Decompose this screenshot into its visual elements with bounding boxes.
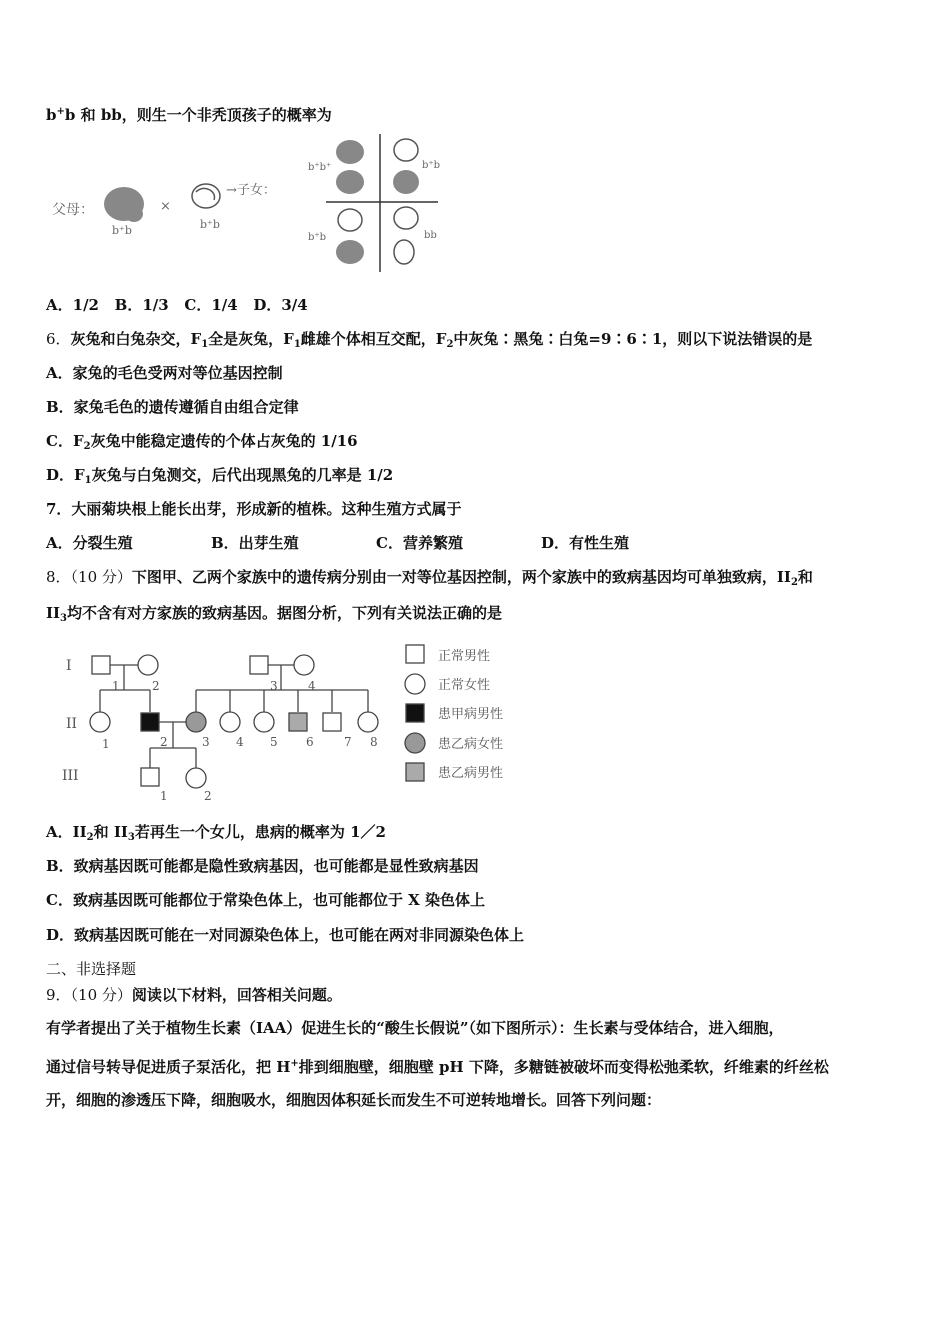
child-head-2-icon: [393, 139, 419, 194]
pedigree-III1-male: [141, 768, 159, 786]
num-II-7: 7: [344, 735, 352, 749]
q8-option-a[interactable]: A．$II_2$和 $II_3$若再生一个女儿，患病的概率为 1／2: [46, 823, 386, 843]
q8-option-b[interactable]: B．致病基因既可能都是隐性致病基因，也可能都是显性致病基因: [46, 857, 479, 875]
q7-option-a[interactable]: A．分裂生殖: [46, 534, 133, 552]
pedigree-I1-male: [92, 656, 110, 674]
num-II-8: 8: [370, 735, 378, 749]
cell-genotype-4: bb: [424, 230, 437, 241]
legend-affected-a-male: 患甲病男性: [438, 707, 504, 722]
num-I-4: 4: [308, 679, 316, 693]
pedigree-II7-male: [323, 713, 341, 731]
q6-option-c[interactable]: C．$F_2$灰兔中能稳定遗传的个体占灰兔的 1/16: [46, 432, 358, 452]
cross-symbol: ×: [160, 199, 171, 214]
num-II-1: 1: [102, 737, 110, 751]
father-head-icon: [104, 187, 144, 222]
cell-genotype-2: b⁺b: [422, 160, 441, 171]
q8-stem-line1: 8．（10 分）下图甲、乙两个家族中的遗传病分别由一对等位基因控制，两个家族中的致病基因均可单独致病，$II_2$和: [46, 568, 813, 588]
pedigree-II2-affected-male: [141, 713, 159, 731]
num-III-2: 2: [204, 789, 212, 803]
num-II-5: 5: [270, 735, 278, 749]
pedigree-II5-female: [254, 712, 274, 732]
legend-normal-female: 正常女性: [438, 678, 491, 693]
num-II-2: 2: [160, 735, 168, 749]
q5-option-b[interactable]: B．1/3: [114, 296, 169, 314]
pedigree-II6-affected-male: [289, 713, 307, 731]
legend-normal-female-symbol: [405, 674, 425, 694]
q8-option-d[interactable]: D．致病基因既可能在一对同源染色体上，也可能在两对非同源染色体上: [46, 926, 525, 944]
q5-option-a[interactable]: A．1/2: [46, 296, 99, 314]
cell-genotype-1: b⁺b⁺: [308, 162, 332, 173]
pedigree-II1-female: [90, 712, 110, 732]
q8-pedigree-chart: [46, 640, 546, 805]
q7-option-d[interactable]: D．有性生殖: [541, 534, 630, 552]
mother-head-icon: [192, 184, 220, 208]
num-II-3: 3: [202, 735, 210, 749]
pedigree-III2-female: [186, 768, 206, 788]
q8-option-c[interactable]: C．致病基因既可能都位于常染色体上，也可能都位于 X 染色体上: [46, 891, 486, 909]
num-II-6: 6: [306, 735, 314, 749]
q9-paragraph-line1: 有学者提出了关于植物生长素（IAA）促进生长的“酸生长假说”（如下图所示）：生长素与受体结合，进入细胞，: [46, 1019, 784, 1037]
gen-label-II: II: [66, 716, 78, 732]
q9-paragraph-line3: 开，细胞的渗透压下降，细胞吸水，细胞因体积延长而发生不可逆转地增长。回答下列问题：: [46, 1091, 662, 1109]
num-I-3: 3: [270, 679, 278, 693]
num-II-4: 4: [236, 735, 244, 749]
legend-affected-b-male: 患乙病男性: [438, 766, 504, 781]
q5-option-c[interactable]: C．1/4: [184, 296, 238, 314]
gen-label-I: I: [66, 658, 72, 674]
legend-normal-male: 正常男性: [438, 649, 491, 664]
q5-option-d[interactable]: D．3/4: [253, 296, 308, 314]
pedigree-II4-female: [220, 712, 240, 732]
num-I-1: 1: [112, 679, 120, 693]
legend-normal-male-symbol: [406, 645, 424, 663]
child-head-3-icon: [336, 209, 364, 264]
pedigree-I2-female: [138, 655, 158, 675]
section-2-title: 二、非选择题: [46, 960, 137, 978]
q9-stem: 9．（10 分）阅读以下材料，回答相关问题。: [46, 986, 342, 1004]
father-genotype: b⁺b: [112, 224, 132, 237]
legend-affected-b-female: 患乙病女性: [438, 737, 504, 752]
q7-option-b[interactable]: B．出芽生殖: [211, 534, 299, 552]
q6-option-b[interactable]: B．家兔毛色的遗传遵循自由组合定律: [46, 398, 299, 416]
pedigree-II3-affected-female: [186, 712, 206, 732]
q6-option-d[interactable]: D．$F_1$灰兔与白兔测交，后代出现黑兔的几率是 1/2: [46, 466, 394, 486]
mother-genotype: b⁺b: [200, 218, 220, 231]
child-head-4-icon: [394, 207, 418, 264]
q7-stem: 7．大丽菊块根上能长出芽，形成新的植株。这种生殖方式属于: [46, 500, 462, 518]
pedigree-I4-female: [294, 655, 314, 675]
q8-stem-line2: $II_3$均不含有对方家族的致病基因。据图分析，下列有关说法正确的是: [46, 604, 503, 624]
pedigree-I3-male: [250, 656, 268, 674]
children-label: →子女：: [226, 183, 276, 198]
q5-stem: b+b 和 bb，则生一个非秃顶孩子的概率为: [46, 106, 332, 124]
q7-options: [46, 533, 629, 553]
legend-affected-b-male-symbol: [406, 763, 424, 781]
q7-option-c[interactable]: C．营养繁殖: [376, 534, 463, 552]
q6-option-a[interactable]: A．家兔的毛色受两对等位基因控制: [46, 364, 283, 382]
gen-label-III: III: [62, 768, 79, 784]
q9-paragraph-line2: 通过信号转导促进质子泵活化，把 H+排到细胞壁，细胞壁 pH 下降，多糖链被破坏而变得松弛柔软，纤维素的纤丝松: [46, 1058, 829, 1076]
parents-label: 父母：: [52, 202, 94, 218]
pedigree-II8-female: [358, 712, 378, 732]
child-head-1-icon: [336, 140, 364, 194]
q6-stem: 6．灰兔和白兔杂交，$F_1$全是灰兔，$F_1$雌雄个体相互交配，$F_2$中灰兔∶黑兔∶白兔=9∶6∶1，则以下说法错误的是: [46, 330, 813, 350]
legend-affected-b-female-symbol: [405, 733, 425, 753]
cell-genotype-3: b⁺b: [308, 232, 327, 243]
q5-options: [46, 295, 308, 315]
num-III-1: 1: [160, 789, 168, 803]
legend-affected-a-male-symbol: [406, 704, 424, 722]
num-I-2: 2: [152, 679, 160, 693]
q5-baldness-figure: [46, 128, 456, 278]
